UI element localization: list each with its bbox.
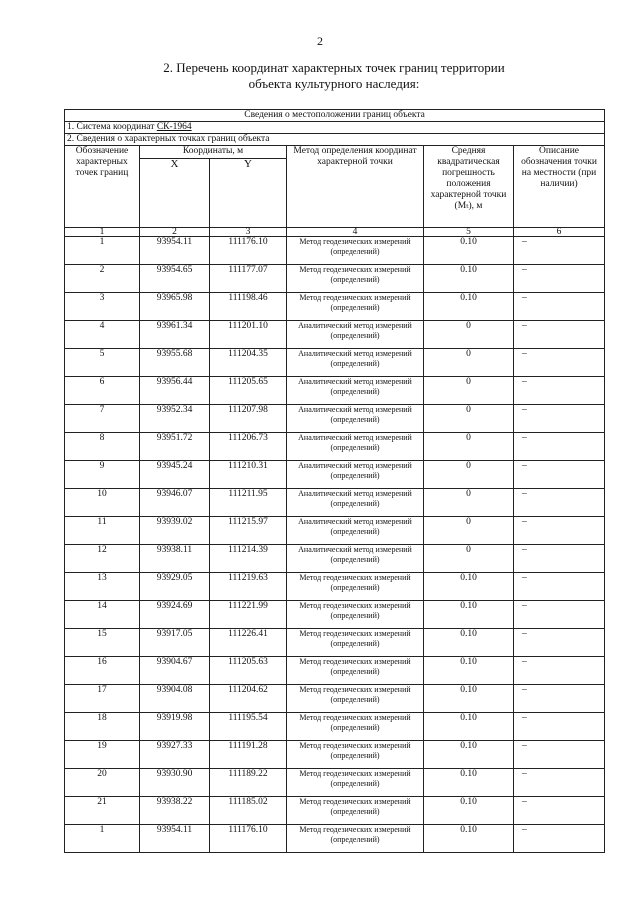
description-cell: – <box>514 293 605 321</box>
accuracy-cell: 0.10 <box>424 601 514 629</box>
accuracy-cell: 0.10 <box>424 713 514 741</box>
document-title <box>0 60 640 92</box>
y-cell: 111206.73 <box>210 433 287 461</box>
description-cell: – <box>514 769 605 797</box>
description-cell: – <box>514 517 605 545</box>
method-cell: Аналитический метод измерений (определений) <box>287 461 424 489</box>
table-row <box>65 237 605 265</box>
description-cell: – <box>514 825 605 853</box>
table-row <box>65 321 605 349</box>
table-row <box>65 265 605 293</box>
y-cell: 111219.63 <box>210 573 287 601</box>
method-cell: Аналитический метод измерений (определений) <box>287 349 424 377</box>
header-y: Y <box>210 159 287 228</box>
accuracy-cell: 0.10 <box>424 741 514 769</box>
method-cell: Аналитический метод измерений (определений) <box>287 433 424 461</box>
table-row <box>65 601 605 629</box>
description-cell: – <box>514 377 605 405</box>
header-point: Обозначение характерных точек границ <box>65 146 140 228</box>
x-cell: 93961.34 <box>140 321 210 349</box>
method-cell: Метод геодезических измерений (определений) <box>287 573 424 601</box>
page-number: 2 <box>317 34 323 48</box>
column-number: 1 <box>65 228 140 237</box>
title-line-2: объекта культурного наследия: <box>248 76 420 91</box>
x-cell: 93904.67 <box>140 657 210 685</box>
y-cell: 111211.95 <box>210 489 287 517</box>
table-row <box>65 713 605 741</box>
point-cell: 19 <box>65 741 140 769</box>
method-cell: Метод геодезических измерений (определений) <box>287 797 424 825</box>
column-number: 6 <box>514 228 605 237</box>
x-cell: 93929.05 <box>140 573 210 601</box>
y-cell: 111204.35 <box>210 349 287 377</box>
header-accuracy: Средняя квадратическая погрешность положения характерной точки (Mₜ), м <box>424 146 514 228</box>
description-cell: – <box>514 573 605 601</box>
x-cell: 93939.02 <box>140 517 210 545</box>
table-row <box>65 769 605 797</box>
x-cell: 93938.11 <box>140 545 210 573</box>
y-cell: 111205.63 <box>210 657 287 685</box>
table-row <box>65 741 605 769</box>
y-cell: 111207.98 <box>210 405 287 433</box>
coordinate-system <box>65 122 605 134</box>
y-cell: 111195.54 <box>210 713 287 741</box>
header-description: Описание обозначения точки на местности (при наличии) <box>514 146 605 228</box>
table-row <box>65 657 605 685</box>
table-row <box>65 377 605 405</box>
accuracy-cell: 0.10 <box>424 265 514 293</box>
description-cell: – <box>514 321 605 349</box>
y-cell: 111226.41 <box>210 629 287 657</box>
description-cell: – <box>514 237 605 265</box>
y-cell: 111221.99 <box>210 601 287 629</box>
method-cell: Метод геодезических измерений (определений) <box>287 237 424 265</box>
description-cell: – <box>514 433 605 461</box>
x-cell: 93927.33 <box>140 741 210 769</box>
table-row <box>65 825 605 853</box>
table-row <box>65 545 605 573</box>
x-cell: 93951.72 <box>140 433 210 461</box>
description-cell: – <box>514 461 605 489</box>
description-cell: – <box>514 265 605 293</box>
x-cell: 93919.98 <box>140 713 210 741</box>
y-cell: 111215.97 <box>210 517 287 545</box>
x-cell: 93954.65 <box>140 265 210 293</box>
method-cell: Метод геодезических измерений (определений) <box>287 265 424 293</box>
y-cell: 111191.28 <box>210 741 287 769</box>
method-cell: Метод геодезических измерений (определений) <box>287 825 424 853</box>
x-cell: 93965.98 <box>140 293 210 321</box>
x-cell: 93904.08 <box>140 685 210 713</box>
accuracy-cell: 0 <box>424 461 514 489</box>
accuracy-cell: 0.10 <box>424 293 514 321</box>
method-cell: Аналитический метод измерений (определений) <box>287 377 424 405</box>
table-row <box>65 461 605 489</box>
method-cell: Аналитический метод измерений (определений) <box>287 545 424 573</box>
method-cell: Метод геодезических измерений (определений) <box>287 293 424 321</box>
point-cell: 5 <box>65 349 140 377</box>
x-cell: 93924.69 <box>140 601 210 629</box>
x-cell: 93956.44 <box>140 377 210 405</box>
point-cell: 15 <box>65 629 140 657</box>
accuracy-cell: 0.10 <box>424 573 514 601</box>
point-cell: 2 <box>65 265 140 293</box>
points-section-row <box>65 134 605 146</box>
accuracy-cell: 0 <box>424 321 514 349</box>
point-cell: 16 <box>65 657 140 685</box>
table-caption: Сведения о местоположении границ объекта <box>65 110 605 122</box>
method-cell: Метод геодезических измерений (определений) <box>287 629 424 657</box>
column-number: 2 <box>140 228 210 237</box>
description-cell: – <box>514 601 605 629</box>
accuracy-cell: 0 <box>424 405 514 433</box>
accuracy-cell: 0.10 <box>424 237 514 265</box>
coordinates-table <box>64 109 605 853</box>
description-cell: – <box>514 797 605 825</box>
x-cell: 93954.11 <box>140 237 210 265</box>
header-row-1 <box>65 146 605 159</box>
y-cell: 111189.22 <box>210 769 287 797</box>
point-cell: 17 <box>65 685 140 713</box>
table-row <box>65 489 605 517</box>
table-row <box>65 629 605 657</box>
y-cell: 111198.46 <box>210 293 287 321</box>
table-caption-row <box>65 110 605 122</box>
y-cell: 111176.10 <box>210 825 287 853</box>
description-cell: – <box>514 741 605 769</box>
x-cell: 93930.90 <box>140 769 210 797</box>
method-cell: Метод геодезических измерений (определений) <box>287 601 424 629</box>
coordinate-system-value: СК-1964 <box>156 122 192 132</box>
method-cell: Метод геодезических измерений (определений) <box>287 741 424 769</box>
method-cell: Аналитический метод измерений (определений) <box>287 489 424 517</box>
description-cell: – <box>514 405 605 433</box>
table-row <box>65 517 605 545</box>
description-cell: – <box>514 713 605 741</box>
accuracy-cell: 0.10 <box>424 769 514 797</box>
y-cell: 111176.10 <box>210 237 287 265</box>
accuracy-cell: 0.10 <box>424 629 514 657</box>
x-cell: 93955.68 <box>140 349 210 377</box>
accuracy-cell: 0.10 <box>424 685 514 713</box>
y-cell: 111214.39 <box>210 545 287 573</box>
description-cell: – <box>514 657 605 685</box>
accuracy-cell: 0 <box>424 489 514 517</box>
y-cell: 111210.31 <box>210 461 287 489</box>
point-cell: 18 <box>65 713 140 741</box>
column-numbers-row <box>65 228 605 237</box>
table-row <box>65 405 605 433</box>
column-number: 5 <box>424 228 514 237</box>
table-row <box>65 573 605 601</box>
column-number: 3 <box>210 228 287 237</box>
point-cell: 14 <box>65 601 140 629</box>
table-row <box>65 293 605 321</box>
point-cell: 6 <box>65 377 140 405</box>
y-cell: 111185.02 <box>210 797 287 825</box>
x-cell: 93945.24 <box>140 461 210 489</box>
x-cell: 93946.07 <box>140 489 210 517</box>
point-cell: 1 <box>65 237 140 265</box>
point-cell: 21 <box>65 797 140 825</box>
description-cell: – <box>514 349 605 377</box>
y-cell: 111205.65 <box>210 377 287 405</box>
accuracy-cell: 0 <box>424 349 514 377</box>
title-line-1: 2. Перечень координат характерных точек границ территории <box>163 60 505 75</box>
description-cell: – <box>514 685 605 713</box>
header-method: Метод определения координат характерной точки <box>287 146 424 228</box>
table-row <box>65 433 605 461</box>
header-coords: Координаты, м <box>140 146 287 159</box>
y-cell: 111204.62 <box>210 685 287 713</box>
accuracy-cell: 0 <box>424 545 514 573</box>
point-cell: 10 <box>65 489 140 517</box>
method-cell: Метод геодезических измерений (определений) <box>287 685 424 713</box>
method-cell: Аналитический метод измерений (определений) <box>287 517 424 545</box>
point-cell: 12 <box>65 545 140 573</box>
description-cell: – <box>514 629 605 657</box>
point-cell: 9 <box>65 461 140 489</box>
table-row <box>65 685 605 713</box>
accuracy-cell: 0.10 <box>424 797 514 825</box>
point-cell: 4 <box>65 321 140 349</box>
table-row <box>65 797 605 825</box>
point-cell: 20 <box>65 769 140 797</box>
description-cell: – <box>514 545 605 573</box>
accuracy-cell: 0.10 <box>424 825 514 853</box>
point-cell: 8 <box>65 433 140 461</box>
method-cell: Аналитический метод измерений (определений) <box>287 321 424 349</box>
method-cell: Метод геодезических измерений (определений) <box>287 657 424 685</box>
x-cell: 93952.34 <box>140 405 210 433</box>
method-cell: Метод геодезических измерений (определений) <box>287 713 424 741</box>
method-cell: Аналитический метод измерений (определений) <box>287 405 424 433</box>
point-cell: 11 <box>65 517 140 545</box>
description-cell: – <box>514 489 605 517</box>
method-cell: Метод геодезических измерений (определений) <box>287 769 424 797</box>
points-section-title: 2. Сведения о характерных точках границ объекта <box>65 134 605 146</box>
point-cell: 3 <box>65 293 140 321</box>
y-cell: 111177.07 <box>210 265 287 293</box>
point-cell: 7 <box>65 405 140 433</box>
coordinate-system-label: 1. Система координат <box>67 122 155 132</box>
point-cell: 1 <box>65 825 140 853</box>
coordinate-system-row <box>65 122 605 134</box>
x-cell: 93917.05 <box>140 629 210 657</box>
x-cell: 93954.11 <box>140 825 210 853</box>
table-row <box>65 349 605 377</box>
header-x: X <box>140 159 210 228</box>
accuracy-cell: 0 <box>424 433 514 461</box>
x-cell: 93938.22 <box>140 797 210 825</box>
point-cell: 13 <box>65 573 140 601</box>
y-cell: 111201.10 <box>210 321 287 349</box>
accuracy-cell: 0 <box>424 377 514 405</box>
accuracy-cell: 0 <box>424 517 514 545</box>
column-number: 4 <box>287 228 424 237</box>
accuracy-cell: 0.10 <box>424 657 514 685</box>
